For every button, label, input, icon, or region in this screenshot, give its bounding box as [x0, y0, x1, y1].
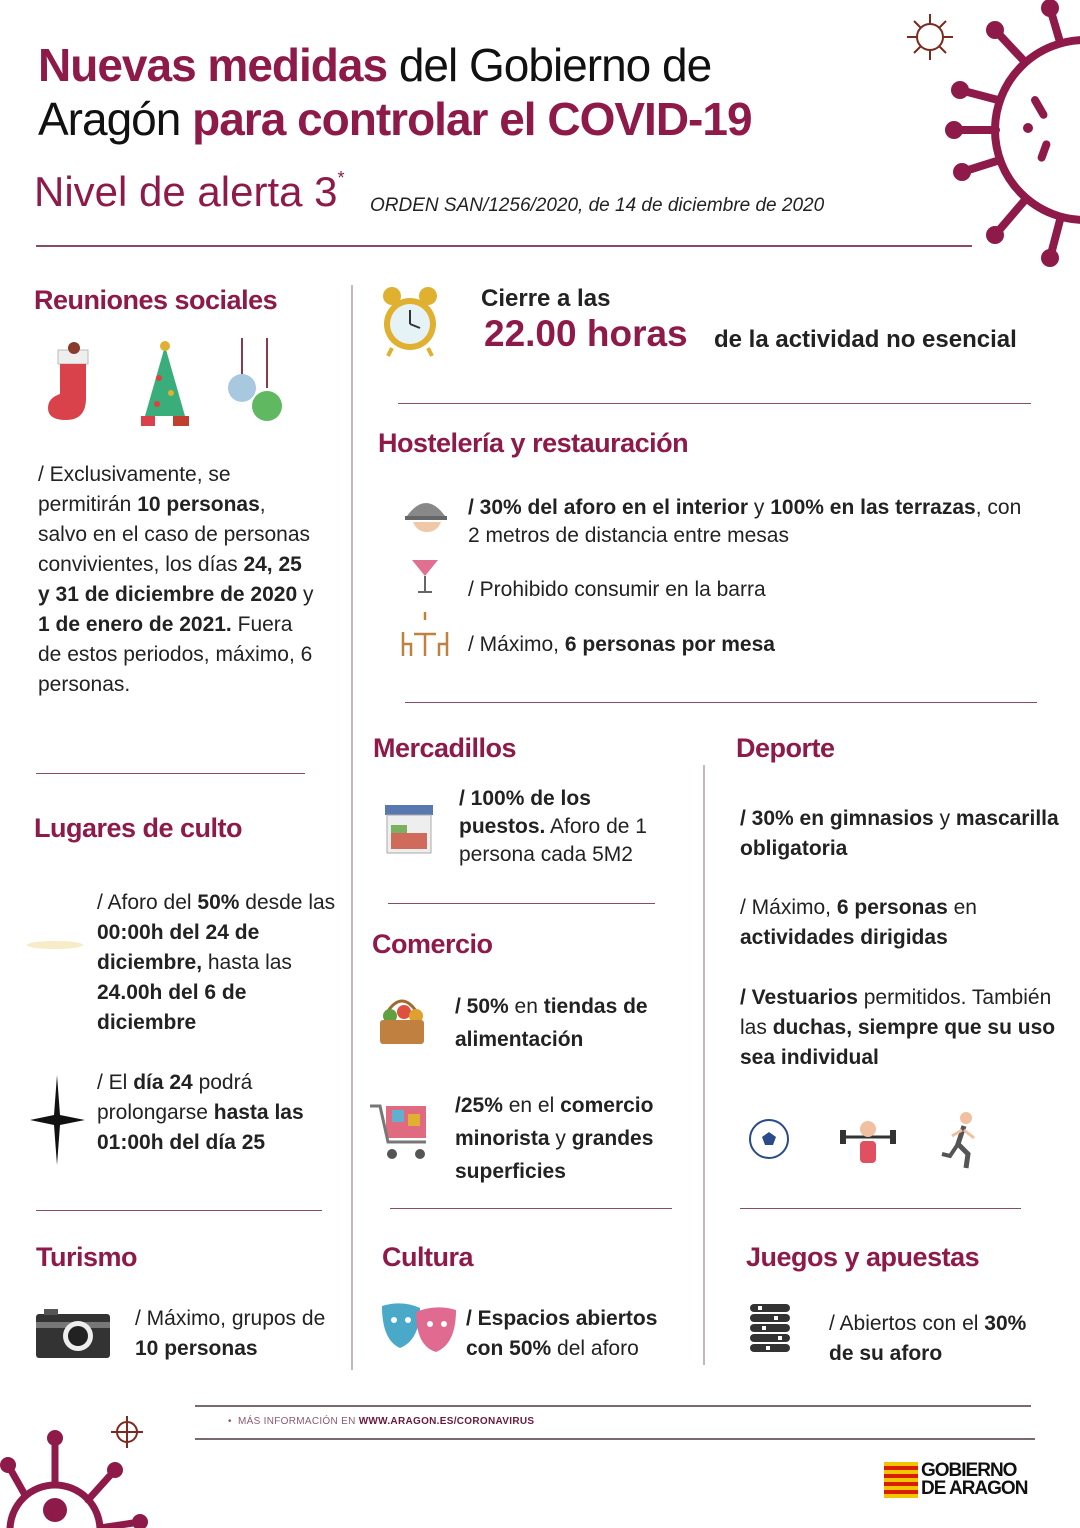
comercio-item-2	[455, 1089, 700, 1188]
text-segment: en	[508, 995, 544, 1018]
text-segment: / Exclusivamente, se permitirán	[38, 463, 231, 516]
serving-cloche-icon	[403, 490, 449, 535]
comercio-item-1	[455, 990, 690, 1056]
alert-level	[34, 168, 345, 216]
footer-divider-bottom	[195, 1438, 1035, 1440]
text-segment: y	[297, 583, 314, 606]
closing-label: Cierre a las	[481, 285, 611, 312]
culto-item-2	[97, 1068, 347, 1158]
bold-text-segment: 100% en las terrazas	[770, 496, 976, 519]
divider	[36, 1210, 322, 1211]
text-segment: / Máximo,	[740, 896, 837, 919]
logo-line-1: GOBIERNO	[921, 1460, 1017, 1481]
bold-text-segment: / 30% en gimnasios	[740, 807, 934, 830]
small-virus-icon	[905, 12, 955, 62]
text-segment: Aragón	[38, 93, 193, 145]
bold-text-segment: / 50%	[455, 995, 509, 1018]
text-segment: / Máximo,	[468, 633, 565, 656]
section-title-juegos: Juegos y apuestas	[746, 1242, 980, 1272]
column-divider-1	[351, 285, 353, 1370]
bold-text-segment: 24, 25 y 31 de diciembre de 2020	[38, 553, 302, 606]
bold-text-segment: para controlar el COVID-19	[192, 93, 752, 145]
footer-divider-top	[195, 1405, 1031, 1407]
weightlifter-icon	[838, 1115, 898, 1167]
virus-decoration-bottom-icon	[0, 1410, 160, 1528]
logo-line-2: DE ARAGON	[921, 1478, 1028, 1499]
bold-text-segment: día 24	[133, 1071, 193, 1094]
bold-text-segment: / Vestuarios	[740, 986, 858, 1009]
juegos-text	[829, 1309, 1039, 1369]
alert-level-text: Nivel de alerta 3	[34, 168, 338, 215]
bullet: •	[228, 1416, 238, 1427]
bold-text-segment: duchas, siempre que su uso sea individual	[740, 1016, 1056, 1069]
bold-text-segment: grandes superficies	[455, 1127, 654, 1183]
header-divider	[36, 245, 972, 247]
more-info	[228, 1416, 534, 1427]
reuniones-text	[38, 460, 318, 700]
soccer-ball-icon	[748, 1118, 790, 1160]
bold-text-segment: tiendas de alimentación	[455, 995, 648, 1051]
text-segment: y	[933, 807, 956, 830]
culto-item-1	[97, 888, 347, 1038]
bold-text-segment: 24.00h del 6 de diciembre	[97, 981, 247, 1034]
text-segment: desde las	[239, 891, 336, 914]
divider	[405, 702, 1037, 703]
text-segment: , salvo en el caso de personas convivientes, los días	[38, 493, 311, 576]
section-title-deporte: Deporte	[736, 733, 835, 763]
christmas-tree-icon	[135, 338, 195, 428]
table-chairs-icon	[400, 612, 450, 658]
section-title-reuniones: Reuniones sociales	[34, 285, 278, 315]
text-segment: Aforo de 1 persona cada 5M2	[459, 815, 647, 866]
text-segment: en	[947, 896, 977, 919]
gobierno-aragon-logo	[884, 1462, 1027, 1498]
divider	[390, 1208, 672, 1209]
closing-scope: de la actividad no esencial	[714, 326, 1017, 353]
section-title-culto: Lugares de culto	[34, 813, 243, 843]
mercadillos-text	[459, 785, 674, 869]
text-segment: en el	[502, 1094, 561, 1117]
star-sparkle-icon	[30, 1075, 85, 1165]
text-segment: , con 2 metros de distancia entre mesas	[468, 496, 1022, 547]
divider	[740, 1208, 1021, 1209]
text-segment: / Prohibido consumir en la barra	[468, 578, 766, 601]
section-title-hosteleria: Hostelería y restauración	[378, 428, 689, 458]
text-segment: del aforo	[551, 1337, 639, 1360]
christmas-stocking-icon	[44, 342, 100, 427]
bold-text-segment: comercio minorista	[455, 1094, 654, 1150]
text-segment: Fuera de estos periodos, máximo, 6 personas.	[38, 613, 313, 696]
bold-text-segment: / 100% de los puestos.	[459, 787, 591, 838]
text-segment: / Abiertos con el	[829, 1312, 985, 1335]
text-segment: / El	[97, 1071, 134, 1094]
alarm-clock-icon	[380, 284, 440, 359]
bold-text-segment: 10 personas	[137, 493, 260, 516]
text-segment: y	[549, 1127, 572, 1150]
section-title-turismo: Turismo	[36, 1242, 138, 1272]
casino-chips-icon	[748, 1302, 792, 1358]
text-segment: hasta las	[202, 951, 292, 974]
text-segment: / Aforo del	[97, 891, 198, 914]
more-info-link[interactable]: WWW.ARAGON.ES/CORONAVIRUS	[358, 1416, 535, 1427]
cocktail-glass-icon	[410, 552, 440, 597]
text-segment: permitidos. También las	[740, 986, 1052, 1039]
bold-text-segment: /25%	[455, 1094, 503, 1117]
hosteleria-item-3	[468, 630, 1028, 660]
divider	[36, 773, 305, 774]
shopping-cart-icon	[368, 1100, 434, 1166]
more-info-prefix: MÁS INFORMACIÓN EN	[237, 1416, 359, 1427]
bold-text-segment: / 30% del aforo en el interior	[468, 496, 749, 519]
hosteleria-item-2	[468, 575, 1028, 605]
bold-text-segment: 50%	[197, 891, 240, 914]
title-line-2	[38, 92, 752, 146]
section-title-cultura: Cultura	[382, 1242, 473, 1272]
order-reference: ORDEN SAN/1256/2020, de 14 de diciembre de 2020	[370, 195, 825, 216]
closing-hour: 22.00 horas	[484, 313, 688, 354]
text-segment: del Gobierno de	[387, 39, 712, 91]
deporte-item-3	[740, 983, 1070, 1073]
bold-text-segment: actividades dirigidas	[740, 926, 948, 949]
food-basket-icon	[376, 992, 428, 1048]
bold-text-segment: 6 personas	[836, 896, 948, 919]
section-title-comercio: Comercio	[372, 929, 493, 959]
alert-level-mark: *	[337, 168, 345, 188]
bold-text-segment: / Espacios abiertos con 50%	[466, 1307, 658, 1360]
bold-text-segment: 10 personas	[135, 1337, 258, 1360]
bold-text-segment: 00:00h del 24 de diciembre,	[97, 921, 260, 974]
section-title-mercadillos: Mercadillos	[373, 733, 517, 763]
christmas-ornaments-icon	[225, 338, 285, 428]
cultura-text	[466, 1304, 691, 1364]
bold-text-segment: hasta las 01:00h del día 25	[97, 1101, 304, 1154]
bold-text-segment: 30% de su aforo	[829, 1312, 1027, 1365]
turismo-text	[135, 1304, 335, 1364]
text-segment: podrá prolongarse	[97, 1071, 253, 1124]
theater-masks-icon	[380, 1300, 458, 1356]
page-title	[38, 38, 752, 146]
column-divider-2	[703, 765, 705, 1365]
text-segment: / Máximo, grupos de	[135, 1307, 326, 1330]
divider	[398, 403, 1031, 404]
bold-text-segment: 6 personas por mesa	[564, 633, 775, 656]
market-stall-icon	[383, 803, 435, 855]
title-line-1	[38, 38, 752, 92]
aragon-flag-icon	[884, 1462, 918, 1498]
deporte-item-2	[740, 893, 1060, 953]
sparkle-glow-icon	[25, 925, 85, 965]
hosteleria-item-1	[468, 494, 1028, 550]
runner-icon	[940, 1110, 980, 1170]
deporte-item-1	[740, 804, 1060, 864]
camera-icon	[36, 1308, 110, 1358]
bold-text-segment: 1 de enero de 2021.	[38, 613, 232, 636]
bold-text-segment: Nuevas medidas	[38, 39, 388, 91]
virus-decoration-icon	[940, 0, 1080, 270]
divider	[388, 903, 655, 904]
bold-text-segment: mascarilla obligatoria	[740, 807, 1059, 860]
text-segment: y	[748, 496, 771, 519]
